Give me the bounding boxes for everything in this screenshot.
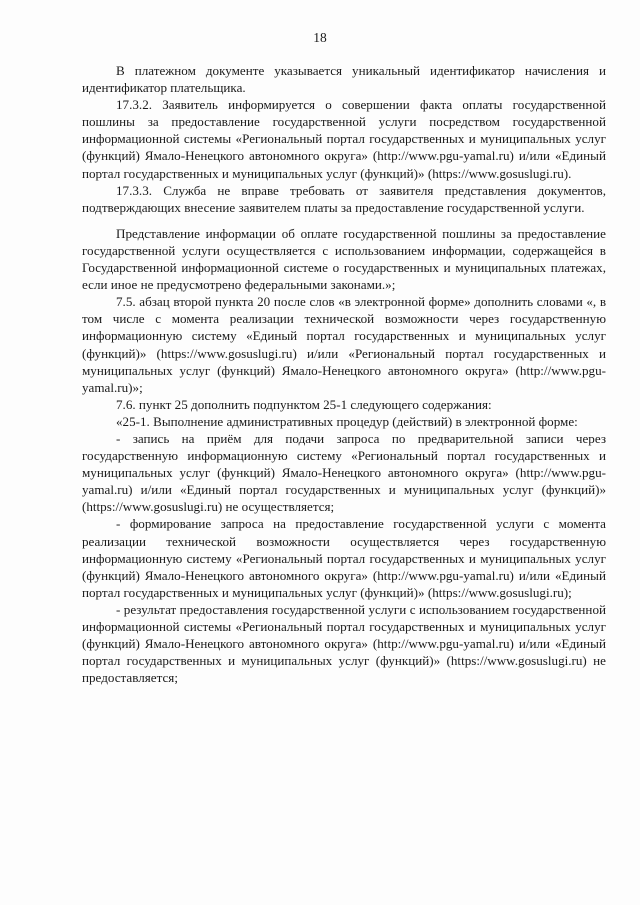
paragraph-17-3-2: 17.3.2. Заявитель информируется о совершении факта оплаты государственной пошлины за предоставление государственной услуги посредством государственной информационной системы «Региональный портал государственных и муниципальных услуг (функций) Ямало-Ненецкого автономного округа» (http://www.pgu-yamal.ru) и/или «Единый портал государственных и муниципальных услуг (функций)» (https://www.gosuslugi.ru). — [82, 97, 606, 181]
list-item-request-formation: - формирование запроса на предоставление государственной услуги с момента реализации технической возможности осуществляется через государственную информационную систему «Региональный портал государственных и муниципальных услуг (функций) Ямало-Ненецкого автономного округа» (http://www.pgu-yamal.ru) и/или «Единый портал государственных и муниципальных услуг (функций)» (https://www.gosuslugi.ru); — [82, 516, 606, 600]
page-number: 18 — [313, 30, 327, 45]
list-item-service-result: - результат предоставления государственной услуги с использованием государственной информационной системы «Региональный портал государственных и муниципальных услуг (функций) Ямало-Ненецкого автономного округа» (http://www.pgu-yamal.ru) и/или «Единый портал государственных и муниципальных услуг (функций)» (https://www.gosuslugi.ru) не предоставляется; — [82, 601, 606, 686]
paragraph-17-3-3: 17.3.3. Служба не вправе требовать от заявителя представления документов, подтверждающих внесение заявителем платы за предоставление государственной услуги. — [82, 182, 606, 215]
paragraph-7-6: 7.6. пункт 25 дополнить подпунктом 25-1 следующего содержания: — [116, 396, 492, 412]
paragraph-7-5: 7.5. абзац второй пункта 20 после слов «в электронной форме» дополнить словами «, в том числе с момента реализации технической возможности через государственную информационную систему «Единый портал государственных и муниципальных услуг (функций)» (https://www.gosuslugi.ru) и/или «Региональный портал государственных и муниципальных услуг (функций) Ямало-Ненецкого автономного округа» (http://www.pgu-yamal.ru)»; — [82, 294, 606, 395]
paragraph-payment-info: Представление информации об оплате государственной пошлины за предоставление государственной услуги осуществляется с использованием информации, содержащейся в Государственной информационной системе о государственных и муниципальных платежах, если иное не предусмотрено федеральными законами.»; — [82, 225, 606, 293]
list-item-appointment: - запись на приём для подачи запроса по предварительной записи через государственную информационную систему «Региональный портал государственных и муниципальных услуг (функций) Ямало-Ненецкого автономного округа» (http://www.pgu-yamal.ru) и/или «Единый портал государственных и муниципальных услуг (функций)» (https://www.gosuslugi.ru) не осуществляется; — [82, 430, 606, 515]
paragraph-payment-document: В платежном документе указывается уникальный идентификатор начисления и идентификатор плательщика. — [82, 63, 606, 96]
document-body — [82, 62, 606, 686]
paragraph-25-1: «25-1. Выполнение административных процедур (действий) в электронной форме: — [116, 413, 578, 429]
